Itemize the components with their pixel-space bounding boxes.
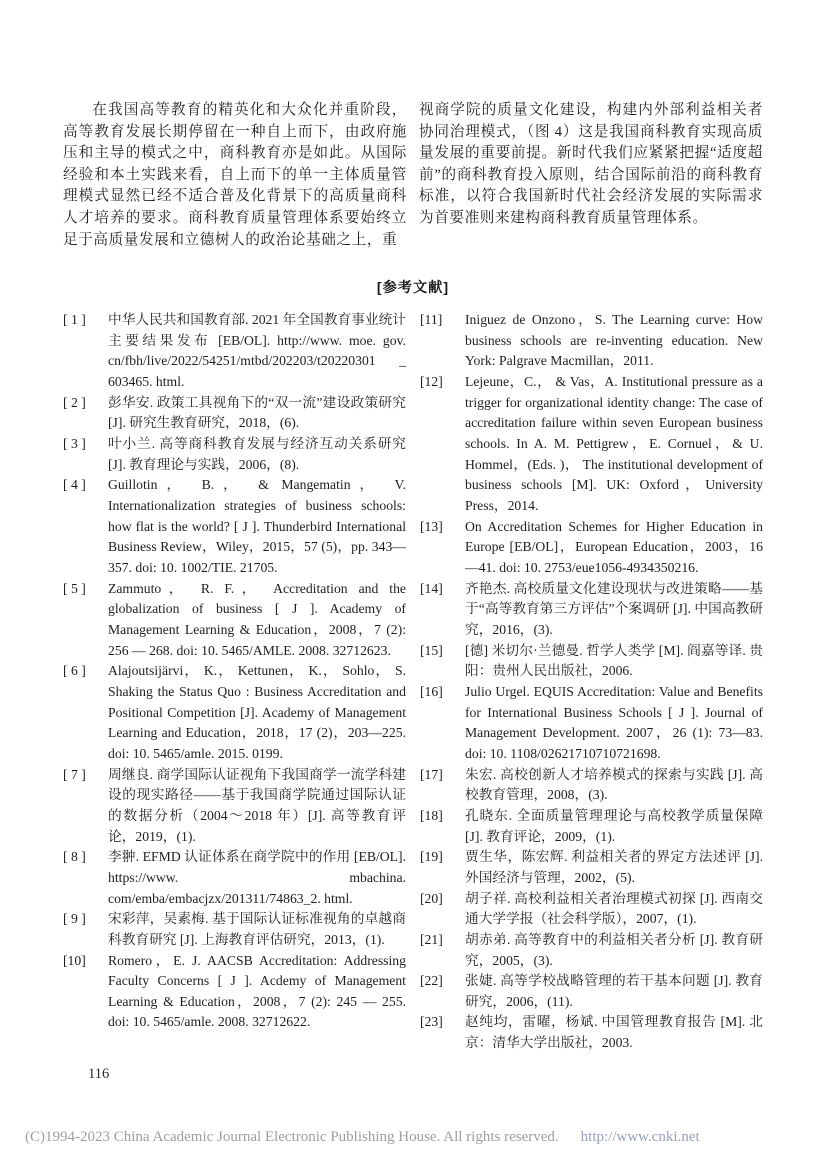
reference-number: [19] xyxy=(420,849,443,865)
reference-number: [ 7 ] xyxy=(63,766,86,782)
reference-number: [16] xyxy=(420,683,443,699)
reference-number: [15] xyxy=(420,642,443,658)
footer xyxy=(25,1129,805,1146)
reference-text: Romero，E. J. AACSB Accreditation: Addressing Faculty Concerns [ J ]. Acdemy of Management Learning & Education，2008，7 (2): 245 — 255. doi: 10. 5465/amle. 2008. 32712622. xyxy=(108,952,406,1030)
reference-text: 张婕. 高等学校战略管理的若干基本问题 [J]. 教育研究，2006，(11). xyxy=(465,973,763,1009)
reference-number: [14] xyxy=(420,580,443,596)
footer-copyright: (C)1994-2023 China Academic Journal Electronic Publishing House. All rights reserved. xyxy=(25,1129,559,1145)
reference-number: [17] xyxy=(420,766,443,782)
reference-text: Lejeune，C.， & Vas，A. Institutional pressure as a trigger for organizational identity change: The case of accreditation failure within seven European business schools. In A. M. Pettigrew，E. Cornuel，& U. Hommel，(Eds. )， The institutional development of business schools [M]. UK: Oxford，University Press，2014. xyxy=(465,374,763,514)
reference-item xyxy=(63,579,406,662)
reference-item xyxy=(420,579,763,641)
reference-number: [ 5 ] xyxy=(63,580,86,596)
reference-item xyxy=(63,434,406,475)
reference-item xyxy=(420,847,763,888)
reference-item xyxy=(63,951,406,1034)
reference-item xyxy=(63,765,406,848)
reference-number: [13] xyxy=(420,518,443,534)
reference-number: [ 1 ] xyxy=(63,312,86,328)
reference-number: [10] xyxy=(63,952,86,968)
reference-text: 叶小兰. 高等商科教育发展与经济互动关系研究 [J]. 教育理论与实践，2006，(8). xyxy=(108,436,406,472)
reference-number: [ 3 ] xyxy=(63,436,86,452)
reference-text: 胡子祥. 高校利益相关者治理模式初探 [J]. 西南交通大学学报（社会科学版），2007，(1). xyxy=(465,890,763,927)
reference-item xyxy=(420,682,763,765)
reference-text: 孔晓东. 全面质量管理理论与高校教学质量保障 [J]. 教育评论，2009，(1). xyxy=(465,807,763,844)
reference-item xyxy=(420,641,763,682)
reference-number: [ 4 ] xyxy=(63,477,86,493)
reference-text: Alajoutsijärvi， K.， Kettunen， K.， Sohlo， S. Shaking the Status Quo : Business Accreditation and Positional Competition [J]. Academy of Management Learning and Education，2018，17 (2)，203—225. doi: 10. 5465/amle. 2015. 0199. xyxy=(108,663,406,761)
reference-text: On Accreditation Schemes for Higher Education in Europe [EB/OL]，European Education，2003，16—41. doi: 10. 2753/eue1056-4934350216. xyxy=(465,518,763,576)
body-paragraph-right: 视商学院的质量文化建设，构建内外部利益相关者协同治理模式，（图 4）这是我国商科教育实现高质量发展的重要前提。新时代我们应紧紧把握“适度超前”的商科教育投入原则，结合国际前沿的商科教育标准，以符合我国新时代社会经济发展的实际需求为首要准则来建构商科教育质量管理体系。 xyxy=(419,102,763,226)
reference-item xyxy=(63,847,406,909)
reference-text: Iniguez de Onzono，S. The Learning curve: How business schools are re-inventing education. New York: Palgrave Macmillan，2011. xyxy=(465,312,763,369)
reference-number: [ 2 ] xyxy=(63,394,86,410)
reference-item xyxy=(420,517,763,579)
reference-number: [20] xyxy=(420,890,443,906)
reference-text: 李翀. EFMD 认证体系在商学院中的作用 [EB/OL]. https://www. mbachina. com/emba/embacjzx/201311/74863_2. html. xyxy=(108,849,406,906)
reference-item xyxy=(420,765,763,806)
page-number: 116 xyxy=(88,1066,110,1082)
body-paragraph-left: 在我国高等教育的精英化和大众化并重阶段，高等教育发展长期停留在一种自上而下，由政府施压和主导的模式之中，商科教育亦是如此。从国际经验和本土实践来看，自上而下的单一主体质量管理模式显然已经不适合普及化背景下的高质量商科人才培养的要求。商科教育质量管理体系要始终立足于高质量发展和立德树人的政治论基础之上，重 xyxy=(63,102,407,248)
reference-text: 周继良. 商学国际认证视角下我国商学一流学科建设的现实路径——基于我国商学院通过国际认证的数据分析（2004～2018 年）[J]. 高等教育评论，2019，(1). xyxy=(108,766,406,844)
reference-text: 朱宏. 高校创新人才培养模式的探索与实践 [J]. 高校教育管理，2008，(3). xyxy=(465,766,763,803)
reference-item xyxy=(63,310,406,393)
reference-item xyxy=(63,393,406,434)
reference-item xyxy=(63,661,406,764)
reference-text: Julio Urgel. EQUIS Accreditation: Value and Benefits for International Business Schools [ J ]. Journal of Management Development. 2007，26 (1): 73—83. doi: 10. 1108/02621710710721698. xyxy=(465,683,763,761)
reference-item xyxy=(420,971,763,1012)
reference-number: [23] xyxy=(420,1014,443,1030)
reference-text: Zammuto， R. F.， Accreditation and the globalization of business [ J ]. Academy of Management Learning & Education，2008，7 (2): 256 — 268. doi: 10. 5465/AMLE. 2008. 32712623. xyxy=(108,580,406,658)
reference-number: [12] xyxy=(420,374,443,390)
reference-text: 赵纯均，雷曜，杨斌. 中国管理教育报告 [M]. 北京：清华大学出版社，2003. xyxy=(465,1014,763,1051)
references-column-left xyxy=(63,310,406,1054)
reference-number: [21] xyxy=(420,931,443,947)
reference-text: 彭华安. 政策工具视角下的“双一流”建设政策研究 [J]. 研究生教育研究，2018，(6). xyxy=(108,394,406,431)
reference-number: [ 8 ] xyxy=(63,849,86,865)
page-content xyxy=(63,100,763,1054)
reference-item xyxy=(420,889,763,930)
reference-text: 胡赤弟. 高等教育中的利益相关者分析 [J]. 教育研究，2005，(3). xyxy=(465,931,763,968)
references-section xyxy=(63,310,763,1054)
reference-item xyxy=(420,1012,763,1053)
reference-number: [ 9 ] xyxy=(63,911,86,927)
reference-number: [22] xyxy=(420,973,443,989)
reference-item xyxy=(63,475,406,578)
references-column-right xyxy=(420,310,763,1054)
reference-item xyxy=(420,930,763,971)
reference-number: [ 6 ] xyxy=(63,663,86,679)
reference-text: 宋彩萍，吴素梅. 基于国际认证标准视角的卓越商科教育研究 [J]. 上海教育评估研究，2013，(1). xyxy=(108,911,406,947)
reference-number: [11] xyxy=(420,312,443,328)
reference-text: [德] 米切尔·兰德曼. 哲学人类学 [M]. 阎嘉等译. 贵阳：贵州人民出版社，2006. xyxy=(465,642,763,679)
reference-text: 贾生华，陈宏辉. 利益相关者的界定方法述评 [J]. 外国经济与管理，2002，(5). xyxy=(465,849,763,885)
reference-item xyxy=(63,909,406,950)
reference-number: [18] xyxy=(420,807,443,823)
reference-item xyxy=(420,310,763,372)
reference-text: Guillotin， B.， & Mangematin， V. Internationalization strategies of business schools: how flat is the world? [ J ]. Thunderbird International Business Review，Wiley，2015，57 (5)，pp. 343—357. doi: 10. 1002/TIE. 21705. xyxy=(108,477,406,576)
reference-item xyxy=(420,372,763,517)
references-heading: [参考文献] xyxy=(376,280,450,297)
reference-item xyxy=(420,806,763,847)
reference-text: 齐艳杰. 高校质量文化建设现状与改进策略——基于“高等教育第三方评估”个案调研 [J]. 中国高教研究，2016，(3). xyxy=(465,580,763,637)
body-text-columns xyxy=(63,100,763,251)
footer-cnki-link[interactable]: http://www.cnki.net xyxy=(580,1129,700,1145)
reference-text: 中华人民共和国教育部. 2021 年全国教育事业统计主要结果发布 [EB/OL]. http://www. moe. gov. cn/fbh/live/2022/54251/mtbd/202203/t20220301 _ 603465. html. xyxy=(108,312,406,390)
